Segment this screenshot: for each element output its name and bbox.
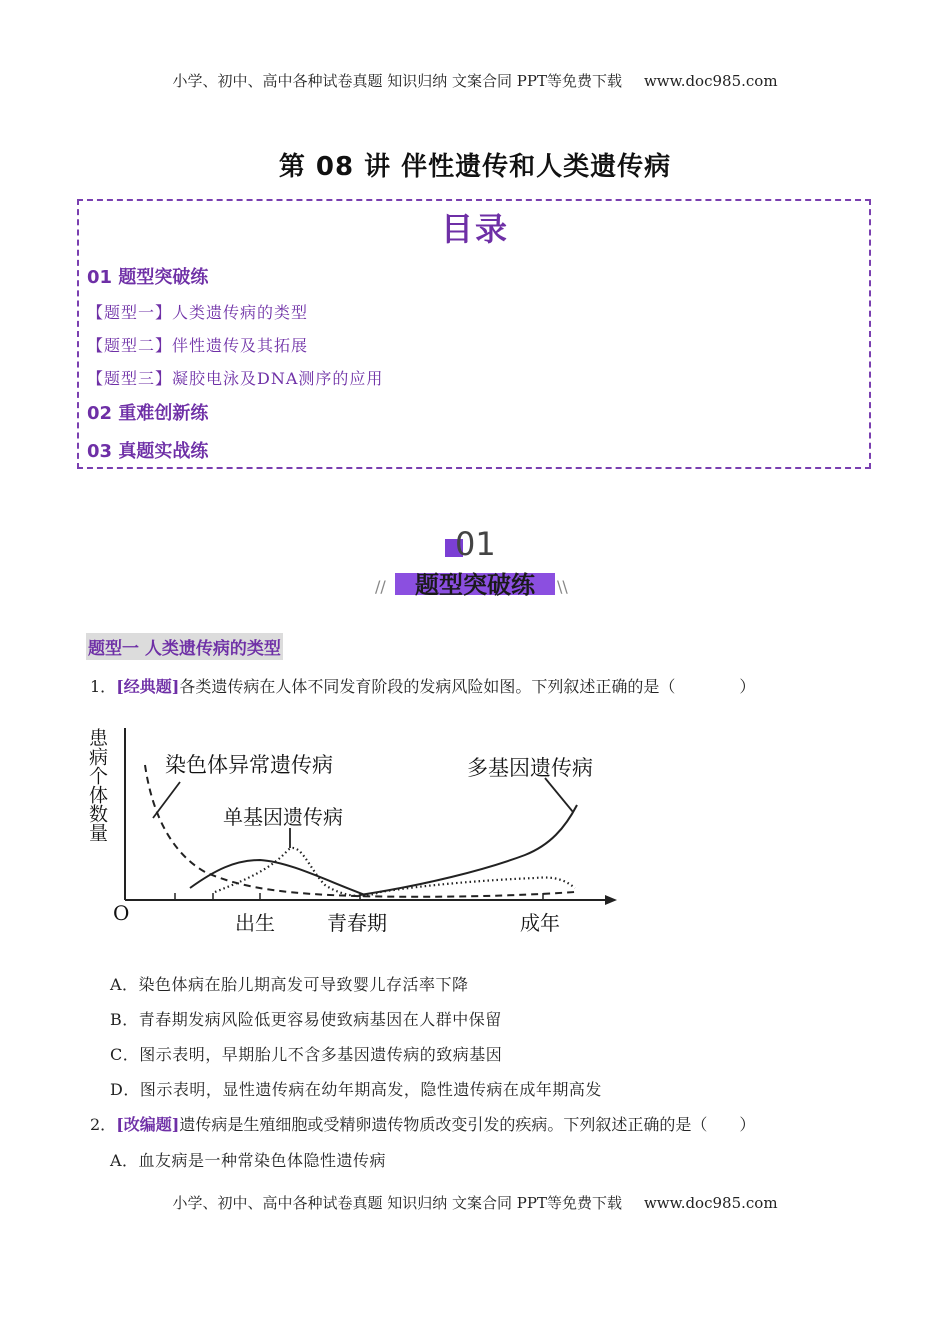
- badge-number: 01: [455, 525, 496, 563]
- q2-number: 2．: [90, 1115, 117, 1134]
- question-1: [90, 674, 755, 697]
- q1-stem: 各类遗传病在人体不同发育阶段的发病风险如图。下列叙述正确的是（ ）: [179, 677, 756, 696]
- line-multi-gene: [360, 805, 577, 895]
- line-single-gene-solid: [190, 860, 365, 895]
- tick-birth: 出生: [235, 911, 275, 935]
- page-header: [0, 70, 950, 91]
- header-text: 小学、初中、高中各种试卷真题 知识归纳 文案合同 PPT等免费下载: [172, 72, 622, 90]
- label-single-gene: 单基因遗传病: [223, 805, 343, 829]
- toc-section-02[interactable]: 02 重难创新练: [87, 403, 209, 424]
- tick-adult: 成年: [520, 911, 560, 935]
- label-multi-gene: 多基因遗传病: [467, 756, 593, 780]
- page-footer: [0, 1192, 950, 1213]
- toc-section-01[interactable]: 01 题型突破练: [87, 267, 209, 288]
- origin-label: O: [113, 901, 130, 925]
- badge-right-slash: \\: [557, 577, 568, 596]
- page-title: 第 08 讲 伴性遗传和人类遗传病: [278, 152, 672, 182]
- label-chromosome: 染色体异常遗传病: [165, 753, 333, 777]
- question-2: [90, 1112, 755, 1135]
- q1-option-d[interactable]: D．图示表明，显性遗传病在幼年期高发，隐性遗传病在成年期高发: [110, 1080, 602, 1099]
- leader-chromosome: [153, 782, 180, 818]
- section-badge: [375, 525, 575, 605]
- badge-left-slash: //: [375, 577, 386, 596]
- x-axis-arrow: [605, 895, 617, 905]
- y-axis-label: 患病个体数量: [86, 728, 108, 842]
- footer-text: 小学、初中、高中各种试卷真题 知识归纳 文案合同 PPT等免费下载: [172, 1194, 622, 1212]
- q2-source: [改编题]: [116, 1115, 180, 1134]
- q2-stem: 遗传病是生殖细胞或受精卵遗传物质改变引发的疾病。下列叙述正确的是（ ）: [179, 1115, 756, 1134]
- q1-source: [经典题]: [116, 677, 180, 696]
- header-url[interactable]: www.doc985.com: [643, 72, 778, 90]
- badge-text: 题型突破练: [415, 571, 535, 599]
- toc-item-type1[interactable]: 【题型一】人类遗传病的类型: [87, 303, 309, 322]
- toc-section-03[interactable]: 03 真题实战练: [87, 441, 209, 462]
- leader-multi-gene: [545, 778, 573, 812]
- toc-heading: 目录: [440, 210, 509, 248]
- tick-puberty: 青春期: [327, 911, 387, 935]
- disease-risk-chart: [86, 720, 625, 945]
- q1-option-a[interactable]: A．染色体病在胎儿期高发可导致婴儿存活率下降: [110, 975, 469, 994]
- section-tag: 题型一 人类遗传病的类型: [86, 633, 283, 660]
- q2-option-a[interactable]: A．血友病是一种常染色体隐性遗传病: [110, 1151, 387, 1170]
- q1-option-c[interactable]: C．图示表明，早期胎儿不含多基因遗传病的致病基因: [110, 1045, 503, 1064]
- footer-url[interactable]: www.doc985.com: [643, 1194, 778, 1212]
- line-chromosome: [145, 765, 575, 897]
- q1-number: 1．: [90, 677, 117, 696]
- q1-option-b[interactable]: B．青春期发病风险低更容易使致病基因在人群中保留: [110, 1010, 502, 1029]
- toc-item-type3[interactable]: 【题型三】凝胶电泳及DNA测序的应用: [87, 369, 384, 388]
- toc-item-type2[interactable]: 【题型二】伴性遗传及其拓展: [87, 336, 309, 355]
